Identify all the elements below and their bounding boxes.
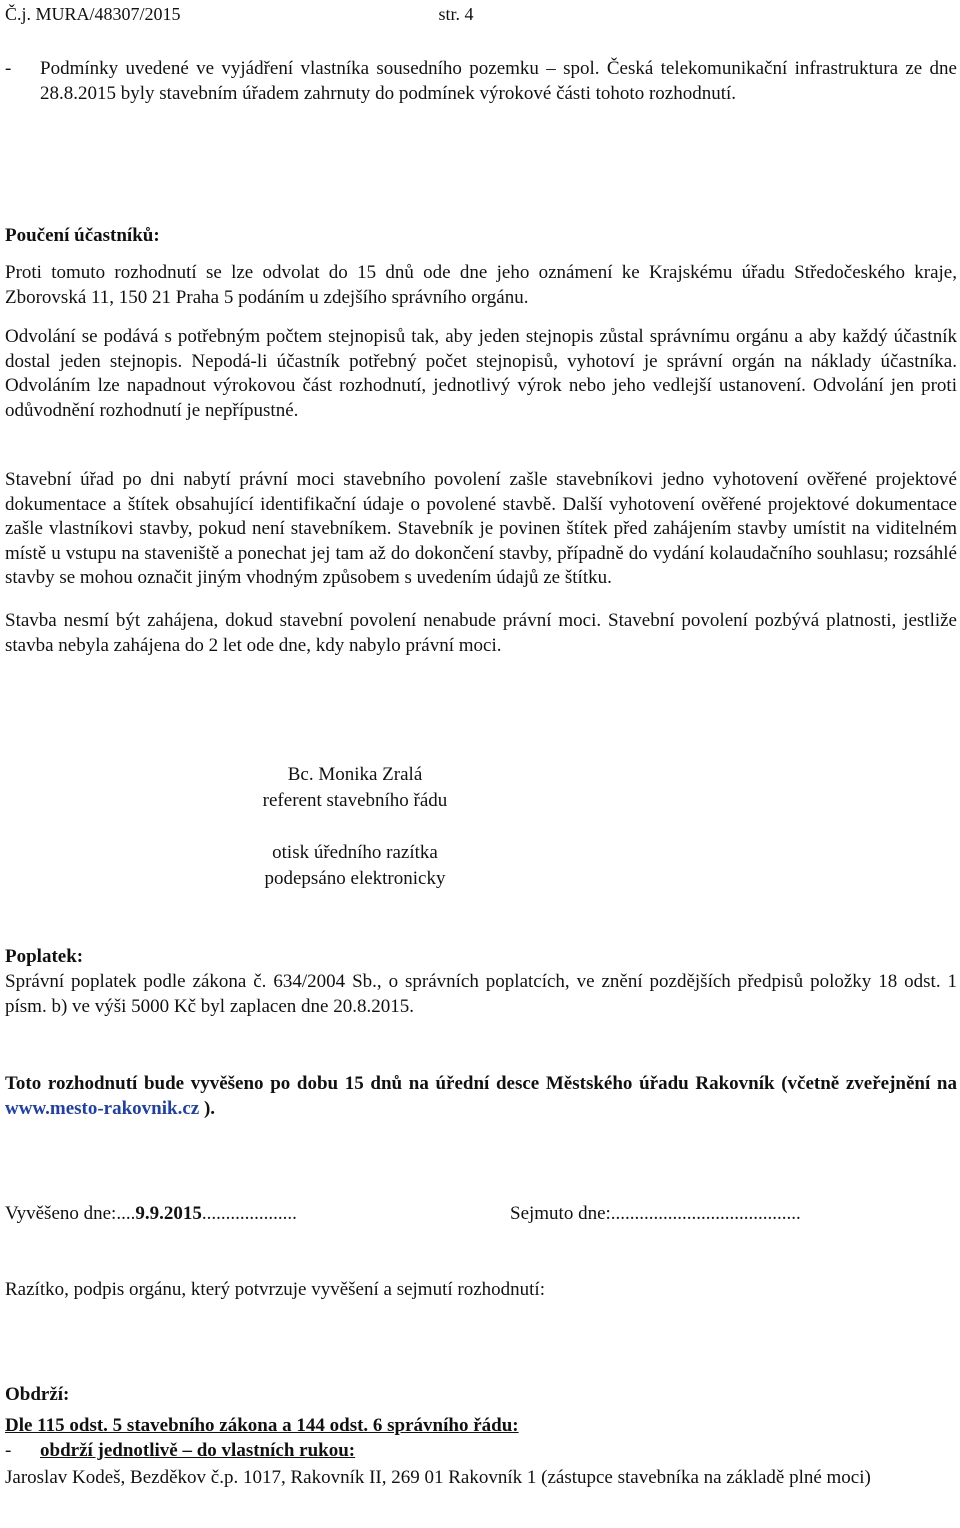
recipient-person: Jaroslav Kodeš, Bezděkov č.p. 1017, Rakovník II, 269 01 Rakovník 1 (zástupce stavebníka na základě plné moci) — [5, 1467, 871, 1488]
list-dash: - — [5, 1440, 12, 1461]
removed-label: Sejmuto dne:........................................ — [510, 1203, 801, 1224]
instruction-heading: Poučení účastníků: — [5, 225, 160, 246]
delivery-item — [5, 1439, 957, 1464]
permit-validity-paragraph: Stavba nesmí být zahájena, dokud stavební povolení nenabude právní moci. Stavební povolení pozbývá platnosti, jestliže stavba nebyla zahájena do 2 let ode dne, kdy nabylo právní moci. — [5, 610, 957, 656]
fee-heading: Poplatek: — [5, 946, 84, 967]
delivery-method: obdrží jednotlivě – do vlastních rukou: — [40, 1440, 356, 1461]
official-stamp-note: otisk úředního razítka — [272, 842, 438, 863]
fee-text: Správní poplatek podle zákona č. 634/2004 Sb., o správních poplatcích, ve znění pozdějších předpisů položky 18 odst. 1 písm. b) ve výši 5000 Kč byl zaplacen dne 20.8.2015. — [5, 971, 957, 1017]
conditions-item — [5, 57, 957, 106]
posted-date: 9.9.2015 — [135, 1203, 202, 1224]
recipients-legal-basis: Dle 115 odst. 5 stavebního zákona a 144 odst. 6 správního řádu: — [5, 1415, 519, 1436]
building-label-paragraph: Stavební úřad po dni nabytí právní moci stavebního povolení zašle stavebníkovi jedno vyhotovení ověřené projektové dokumentace a štítek obsahující identifikační údaje o povolené stavbě. Další vyhotovení ověřené projektové dokumentace zašle vlastníkovi stavby, pokud není stavebníkem. Stavebník je povinen štítek před zahájením stavby umístit na viditelném místě u vstupu na staveniště a ponechat jej tam až do dokončení stavby, případně do vydání kolaudačního souhlasu; rozsáhlé stavby se mohou označit jiným vhodným způsobem s uvedením údajů ze štítku. — [5, 469, 957, 588]
appeal-copies-paragraph: Odvolání se podává s potřebným počtem stejnopisů tak, aby jeden stejnopis zůstal správnímu orgánu a aby každý účastník dostal jeden stejnopis. Nepodá-li účastník potřebný počet stejnopisů, vyhotoví je správní orgán na náklady účastníka. Odvoláním lze napadnout výrokovou část rozhodnutí, jednotlivý výrok nebo jeho vedlejší ustanovení. Odvolání jen proti odůvodnění rozhodnutí je nepřípustné. — [5, 326, 957, 421]
notice-text-start: Toto rozhodnutí bude vyvěšeno po dobu 15 dnů na úřední desce Městského úřadu Rakovník (včetně zveřejnění na — [5, 1073, 957, 1094]
conditions-text: Podmínky uvedené ve vyjádření vlastníka sousedního pozemku – spol. Česká telekomunikační infrastruktura ze dne 28.8.2015 byly stavebním úřadem zahrnuty do podmínek výrokové části tohoto rozhodnutí. — [40, 58, 957, 104]
page-header — [5, 4, 474, 25]
list-dash: - — [5, 58, 12, 79]
city-website-link[interactable]: www.mesto-rakovnik.cz — [5, 1097, 200, 1119]
reference-number: Č.j. MURA/48307/2015 — [5, 4, 181, 24]
page-number: str. 4 — [438, 4, 474, 24]
signatory-name: Bc. Monika Zralá — [287, 764, 423, 785]
posted-dots: .................... — [201, 1203, 297, 1224]
stamp-confirmation-line: Razítko, podpis orgánu, který potvrzuje vyvěšení a sejmutí rozhodnutí: — [5, 1279, 545, 1300]
appeal-paragraph: Proti tomuto rozhodnutí se lze odvolat do 15 dnů ode dne jeho oznámení ke Krajskému úřadu Středočeského kraje, Zborovská 11, 150 21 Praha 5 podáním u zdejšího správního orgánu. — [5, 262, 957, 308]
posted-label: Vyvěšeno dne:.... — [5, 1203, 136, 1224]
electronic-signature-note: podepsáno elektronicky — [264, 868, 446, 889]
signatory-role: referent stavebního řádu — [262, 790, 448, 811]
posting-notice — [5, 1072, 957, 1121]
posting-dates-row — [5, 1203, 957, 1225]
signature-block — [5, 762, 705, 892]
notice-text-end: ). — [199, 1097, 216, 1119]
recipients-heading: Obdrží: — [5, 1384, 70, 1405]
